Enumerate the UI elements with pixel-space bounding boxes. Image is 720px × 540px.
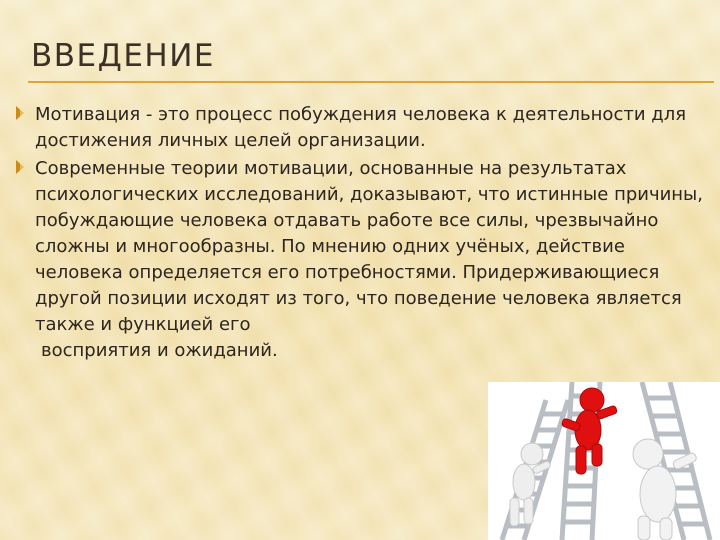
slide-body <box>14 102 714 364</box>
ladder-climbers-illustration <box>488 382 720 540</box>
paragraph-tail-text: восприятия и ожиданий. <box>41 340 278 361</box>
paragraph-text: Современные теории мотивации, основанные на результатах психологических исследований, доказывают, что истинные причины, побуждающие человека отдавать работе все силы, чрезвычайно сложны и многообразны. По мнению одних учёных, действие человека определяется его потребностями. Придерживающиеся другой позиции исходят из того, что поведение человека является также и функцией его <box>35 158 703 335</box>
white-figure-icon <box>510 443 551 526</box>
bullet-arrow-icon <box>16 160 24 174</box>
bullet-paragraph-1 <box>14 102 714 154</box>
bullet-paragraph-2 <box>14 156 714 364</box>
slide-title: ВВЕДЕНИЕ <box>31 38 216 74</box>
ladder-climbers-image <box>488 382 720 540</box>
paragraph-text: Мотивация - это процесс побуждения человека к деятельности для достижения личных целей организации. <box>35 104 687 151</box>
title-divider <box>28 81 714 83</box>
bullet-arrow-icon <box>16 106 24 120</box>
